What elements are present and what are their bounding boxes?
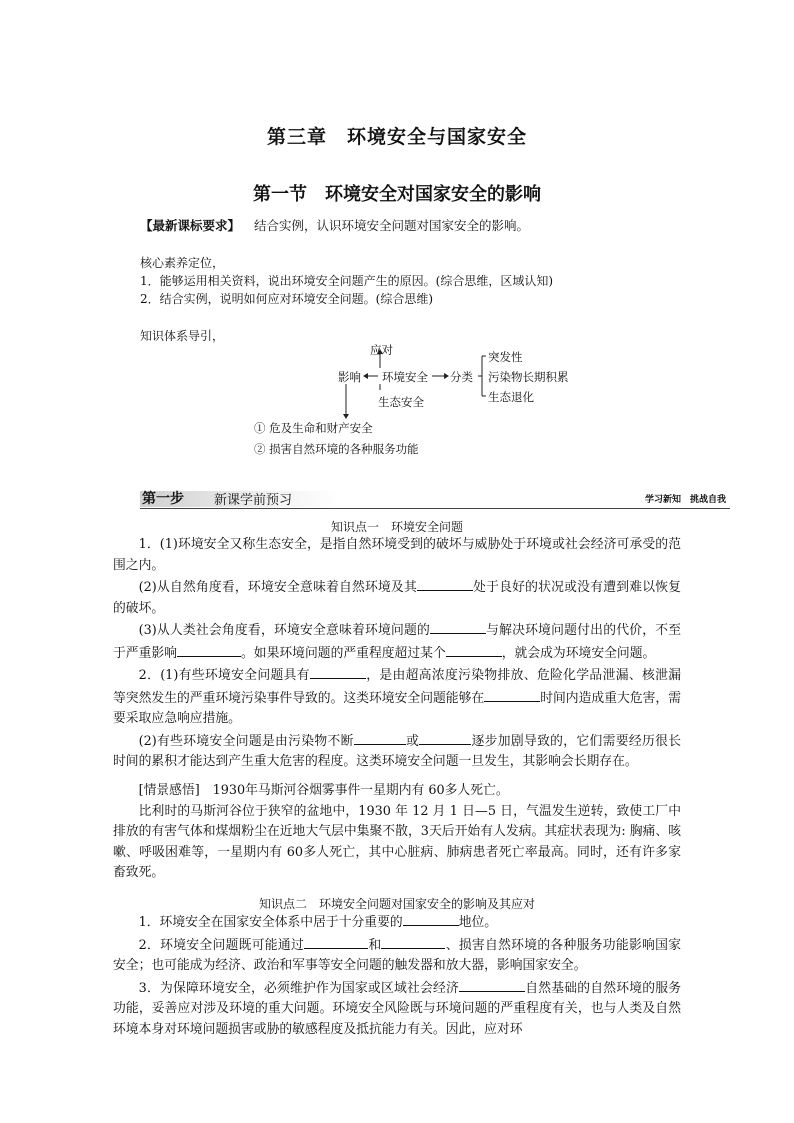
step-label: 第一步 bbox=[142, 491, 184, 507]
diagram-category: 突发性 bbox=[488, 350, 523, 364]
fill-blank[interactable] bbox=[459, 977, 525, 992]
paragraph: (3)从人类社会角度看，环境安全意味着环境问题的 与解决环境问题付出的代价，不至于严重影响 。如果环境问题的严重程度超过某个 ，就会成为环境安全问题。 bbox=[113, 619, 681, 664]
fill-blank[interactable] bbox=[381, 934, 445, 949]
diagram-node-eco-security: 生态安全 bbox=[378, 395, 424, 409]
fill-blank[interactable] bbox=[430, 619, 486, 634]
curriculum-requirement bbox=[140, 216, 529, 234]
step-subtitle: 新课学前预习 bbox=[214, 493, 293, 508]
fill-blank[interactable] bbox=[403, 911, 459, 926]
step-header bbox=[140, 488, 730, 510]
paragraph: 3．为保障环境安全，必须维护作为国家或区域社会经济 自然基础的自然环境的服务功能，妥善应对涉及环境的重大问题。环境安全风险既与环境问题的严重程度有关，也与人类及自然环境本身对环境问题损害或胁的敏感程度及抵抗能力有关。因此，应对环 bbox=[113, 977, 681, 1041]
fill-blank[interactable] bbox=[484, 687, 540, 702]
fill-blank[interactable] bbox=[419, 730, 471, 745]
fill-blank[interactable] bbox=[304, 934, 368, 949]
paragraph: 2．环境安全问题既可能通过 和 、损害自然环境的各种服务功能影响国家安全；也可能成为经济、政治和军事等安全问题的触发器和放大器，影响国家安全。 bbox=[113, 934, 681, 977]
chapter-title: 第三章 环境安全与国家安全 bbox=[266, 126, 527, 148]
diagram-category: 污染物长期积累 bbox=[488, 370, 569, 384]
kp1-body bbox=[113, 535, 681, 773]
diagram-node-classify: 分类 bbox=[450, 370, 473, 384]
diagram-impact-item: ① 危及生命和财产安全 bbox=[254, 421, 373, 435]
diagram-node-center: 环境安全 bbox=[382, 370, 428, 384]
core-literacy-item: 1．能够运用相关资料，说出环境安全问题产生的原因。(综合思维，区域认知) bbox=[140, 274, 554, 288]
paragraph: (2)有些环境安全问题是由污染物不断 或 逐步加剧导致的，它们需要经历很长时间的累积才能达到产生重大危害的程度。这类环境安全问题一旦发生，其影响会长期存在。 bbox=[113, 730, 681, 773]
diagram-node-impact: 影响 bbox=[338, 370, 361, 384]
kp1-title: 知识点一 环境安全问题 bbox=[330, 520, 463, 534]
core-literacy bbox=[140, 254, 700, 308]
diagram-node-respond: 应对 bbox=[370, 343, 393, 357]
diagram-category: 生态退化 bbox=[488, 390, 534, 404]
fill-blank[interactable] bbox=[446, 642, 502, 657]
fill-blank[interactable] bbox=[177, 642, 241, 657]
fill-blank[interactable] bbox=[354, 730, 406, 745]
knowledge-guide-heading: 知识体系导引， bbox=[140, 329, 225, 343]
fill-blank[interactable] bbox=[310, 664, 366, 679]
case-paragraph: 比利时的马斯河谷位于狭窄的盆地中，1930 年 12 月 1 日—5 日，气温发生逆转，致使工厂中排放的有害气体和煤烟粉尘在近地大气层中集聚不散，3天后开始有人发病。其症状表现为: 胸痛、咳嗽、呼吸困难等，一星期内有 60多人死亡，其中心脏病、肺病患者死亡率最高。同时，还有许多家畜致死。 bbox=[113, 803, 681, 880]
paragraph: (2)从自然角度看，环境安全意味着自然环境及其 处于良好的状况或没有遭到难以恢复的破坏。 bbox=[113, 576, 681, 619]
section-title: 第一节 环境安全对国家安全的影响 bbox=[253, 184, 541, 205]
requirement-text: 结合实例，认识环境安全问题对国家安全的影响。 bbox=[254, 218, 530, 233]
step-divider bbox=[140, 508, 730, 509]
kp2-body bbox=[113, 911, 681, 1040]
fill-blank[interactable] bbox=[417, 576, 473, 591]
core-literacy-heading: 核心素养定位， bbox=[140, 256, 225, 270]
requirement-label: 【最新课标要求】 bbox=[140, 218, 241, 233]
kp2-title: 知识点二 环境安全问题对国家安全的影响及其应对 bbox=[258, 897, 535, 911]
knowledge-diagram bbox=[250, 338, 590, 458]
core-literacy-item: 2．结合实例，说明如何应对环境安全问题。(综合思维) bbox=[140, 292, 434, 306]
paragraph: 1．(1)环境安全又称生态安全，是指自然环境受到的破坏与威胁处于环境或社会经济可承受的范围之内。 bbox=[113, 537, 681, 573]
case-block bbox=[113, 781, 681, 884]
case-heading: [情景感悟] 1930年马斯河谷烟雾事件一星期内有 60多人死亡。 bbox=[138, 783, 509, 798]
paragraph: 2．(1)有些环境安全问题具有 ，是由超高浓度污染物排放、危险化学品泄漏、核泄漏等突然发生的严重环境污染事件导致的。这类环境安全问题能够在 时间内造成重大危害，需要采取应急响应措施。 bbox=[113, 664, 681, 730]
paragraph: 1．环境安全在国家安全体系中居于十分重要的 地位。 bbox=[113, 911, 681, 934]
step-motto: 学习新知 挑战自我 bbox=[644, 495, 726, 505]
diagram-impact-item: ② 损害自然环境的各种服务功能 bbox=[254, 442, 419, 456]
